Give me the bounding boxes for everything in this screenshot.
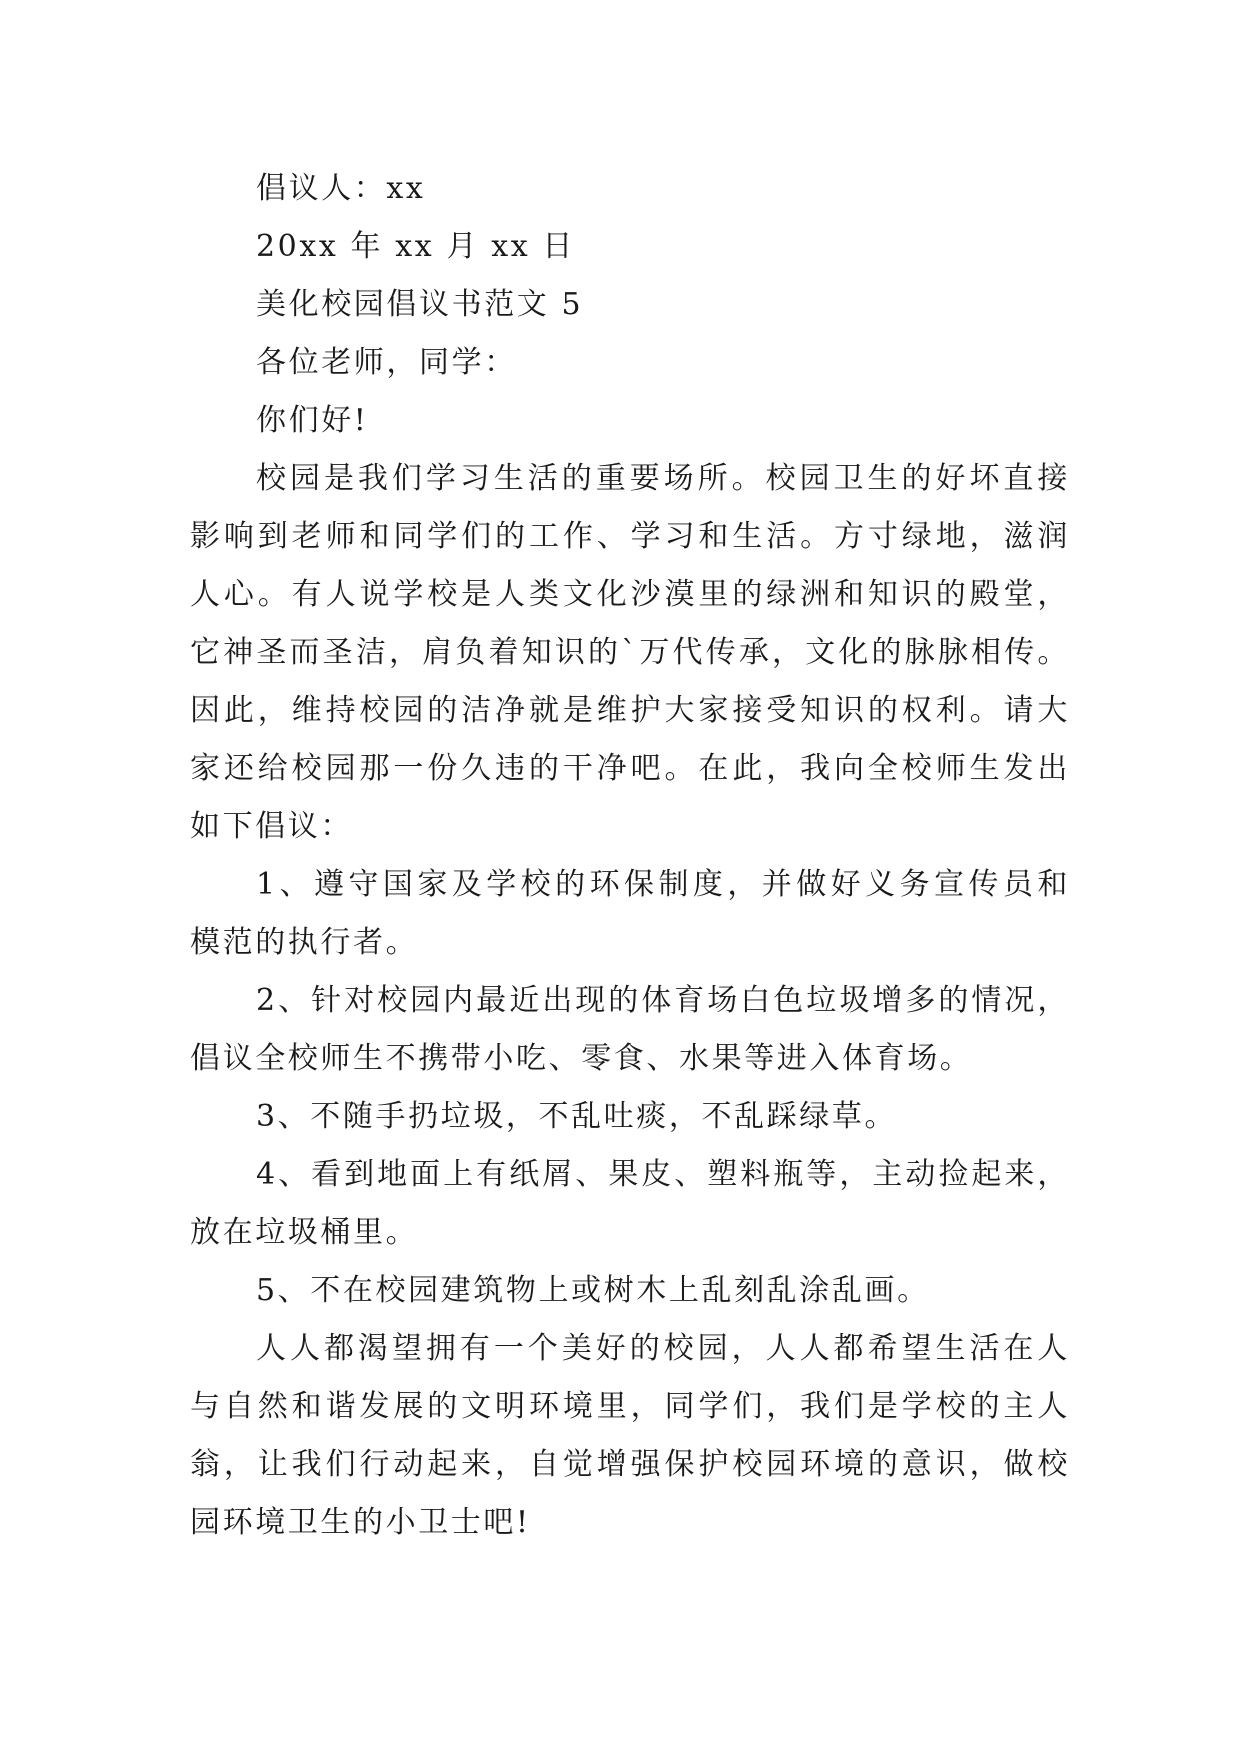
paragraph-line: 与自然和谐发展的文明环境里，同学们，我们是学校的主人 [190,1389,1070,1424]
paragraph-line: 影响到老师和同学们的工作、学习和生活。方寸绿地，滋润 [190,519,1070,554]
list-item-line: 模范的执行者。 [190,925,419,960]
paragraph-line: 家还给校园那一份久违的干净吧。在此，我向全校师生发出 [190,751,1070,786]
proposal-item-1 [190,856,1070,972]
list-item-line: 1、遵守国家及学校的环保制度，并做好义务宣传员和 [256,867,1070,902]
document-page [190,160,1070,1552]
paragraph-line: 因此，维持校园的洁净就是维护大家接受知识的权利。请大 [190,693,1070,728]
list-item-line: 2、针对校园内最近出现的体育场白色垃圾增多的情况， [256,983,1070,1018]
date-line: 20xx 年 xx 月 xx 日 [256,229,575,264]
proposal-item-5: 5、不在校园建筑物上或树木上乱刻乱涂乱画。 [256,1273,930,1308]
paragraph-line: 校园是我们学习生活的重要场所。校园卫生的好坏直接 [256,461,1070,496]
closing-paragraph [190,1320,1070,1552]
list-item-line: 4、看到地面上有纸屑、果皮、塑料瓶等，主动捡起来， [256,1157,1070,1192]
proposal-item-2 [190,972,1070,1088]
paragraph-line: 人人都渴望拥有一个美好的校园，人人都希望生活在人 [256,1331,1070,1366]
proposer-line: 倡议人：xx [256,171,426,206]
paragraph-line: 翁，让我们行动起来，自觉增强保护校园环境的意识，做校 [190,1447,1070,1482]
paragraph-line: 它神圣而圣洁，肩负着知识的`万代传承，文化的脉脉相传。 [190,635,1070,670]
paragraph-line: 人心。有人说学校是人类文化沙漠里的绿洲和知识的殿堂， [190,577,1070,612]
paragraph-line: 如下倡议： [190,809,353,844]
intro-paragraph [190,450,1070,856]
proposal-item-3: 3、不随手扔垃圾，不乱吐痰，不乱踩绿草。 [256,1099,898,1134]
list-item-line: 倡议全校师生不携带小吃、零食、水果等进入体育场。 [190,1041,973,1076]
paragraph-line: 园环境卫生的小卫士吧! [190,1505,531,1540]
greeting: 你们好! [256,403,369,438]
proposal-item-4 [190,1146,1070,1262]
salutation: 各位老师，同学： [256,345,517,380]
list-item-line: 放在垃圾桶里。 [190,1215,419,1250]
document-title: 美化校园倡议书范文 5 [256,287,584,322]
